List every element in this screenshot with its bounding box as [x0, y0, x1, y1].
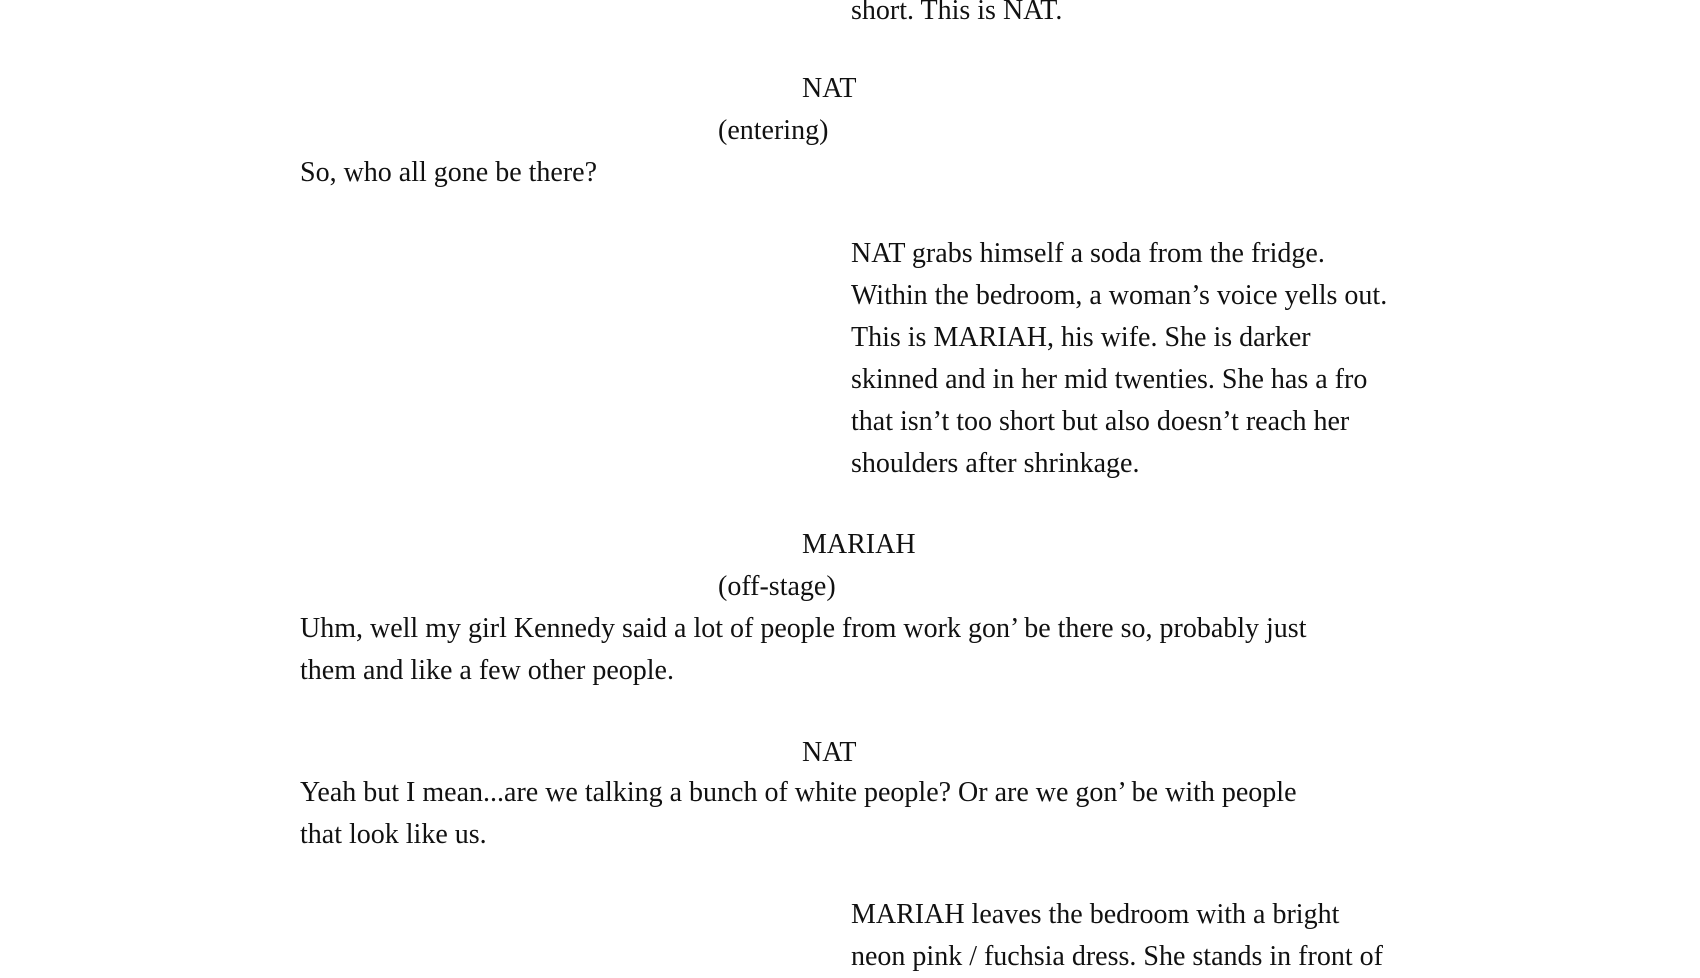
stage-direction	[851, 0, 1571, 32]
stage-direction-line: shoulders after shrinkage.	[851, 448, 1140, 479]
dialogue-line: Yeah but I mean...are we talking a bunch of white people? Or are we gon’ be with people	[300, 777, 1297, 808]
stage-direction-line: Within the bedroom, a woman’s voice yells out.	[851, 280, 1388, 311]
dialogue-line: So, who all gone be there?	[300, 157, 598, 188]
character-name: NAT	[802, 73, 857, 104]
dialogue-line: Uhm, well my girl Kennedy said a lot of people from work gon’ be there so, probably just	[300, 613, 1307, 644]
stage-direction-line: neon pink / fuchsia dress. She stands in front of	[851, 941, 1383, 972]
dialogue	[300, 608, 1540, 692]
stage-direction-line: skinned and in her mid twenties. She has a fro	[851, 364, 1368, 395]
dialogue-line: that look like us.	[300, 819, 487, 850]
stage-direction	[851, 894, 1571, 978]
dialogue-line: them and like a few other people.	[300, 655, 674, 686]
character-name: NAT	[802, 737, 857, 768]
stage-direction-line: short. This is NAT.	[851, 0, 1063, 26]
character-name: MARIAH	[802, 529, 916, 560]
stage-direction-line: NAT grabs himself a soda from the fridge.	[851, 238, 1325, 269]
parenthetical: (entering)	[718, 115, 829, 146]
stage-direction-line: This is MARIAH, his wife. She is darker	[851, 322, 1311, 353]
stage-direction	[851, 233, 1571, 485]
stage-direction-line: MARIAH leaves the bedroom with a bright	[851, 899, 1340, 930]
stage-direction-line: that isn’t too short but also doesn’t reach her	[851, 406, 1350, 437]
dialogue	[300, 772, 1540, 856]
parenthetical: (off-stage)	[718, 571, 836, 602]
dialogue	[300, 152, 1540, 194]
